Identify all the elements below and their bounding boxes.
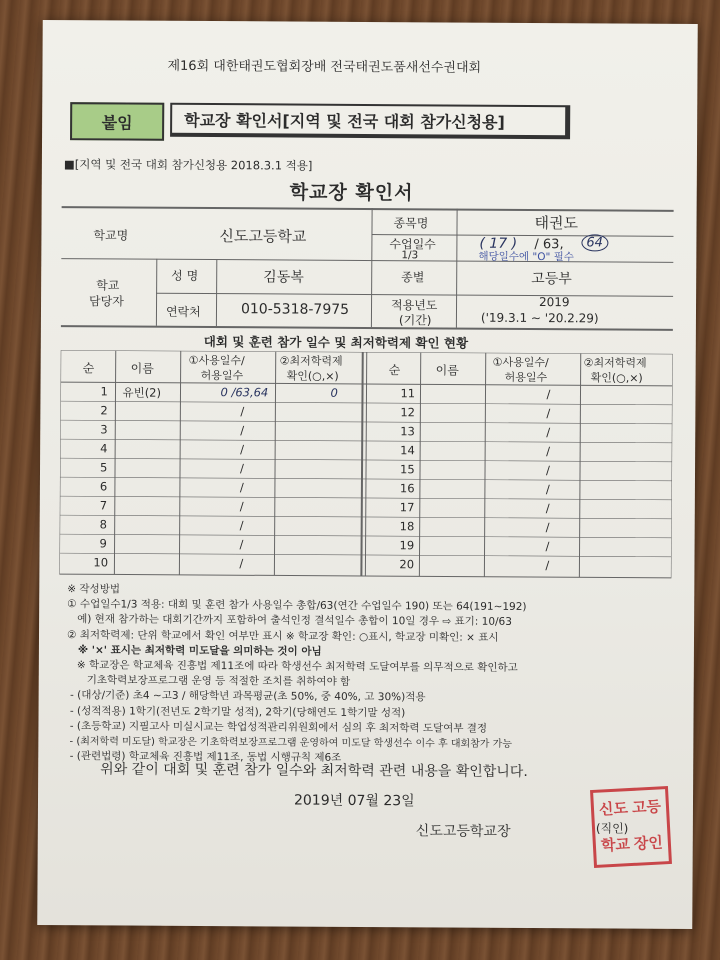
row-days-used: 0 /63,64 <box>220 385 269 400</box>
row-days-used: / <box>545 501 550 516</box>
days-circled-value: 64 <box>581 234 608 251</box>
teacher-label-2: 담당자 <box>89 294 124 309</box>
row-days-used: / <box>545 520 550 535</box>
row-days-used: / <box>240 442 245 457</box>
days-allowed-value: / 63, <box>534 237 564 253</box>
table-title: 대회 및 훈련 참가 일수 및 최저학력제 확인 현황 <box>203 333 469 351</box>
note-line: ※ '×' 표시는 최저학력 미도달을 의미하는 것이 아님 <box>66 643 322 658</box>
division-label: 종별 <box>401 270 425 285</box>
col-grade-right-1: ②최저학력제 <box>583 356 647 370</box>
event-value: 태권도 <box>534 214 579 233</box>
principal-name: 신도고등학교장 <box>415 823 511 840</box>
confirmation-text: 위와 같이 대회 및 훈련 참가 일수와 최저학력 관련 내용을 확인합니다. <box>100 761 528 780</box>
row-name: 유빈(2) <box>122 385 162 400</box>
note-line: ※ 작성방법 <box>67 583 121 596</box>
col-grade-left-2: 확인(○,×) <box>286 369 339 383</box>
row-number: 17 <box>399 500 415 515</box>
row-number: 10 <box>93 555 109 570</box>
row-number: 1 <box>100 384 108 399</box>
note-line: - (대상/기준) 초4 ~고3 / 해당학년 과목평균(초 50%, 중 40%, 고 30%)적용 <box>66 689 426 704</box>
issue-date: 2019년 07월 23일 <box>293 792 415 810</box>
row-number: 14 <box>400 443 415 458</box>
col-days-right-2: 허용일수 <box>504 370 548 385</box>
row-days-used: / <box>239 537 244 552</box>
year-value: 2019 <box>539 295 570 310</box>
rule <box>456 209 458 328</box>
note-line: ※ 학교장은 학교체육 진흥법 제11조에 따라 학생선수 최저학력 도달여부를 의무적으로 확인하고 <box>66 659 518 674</box>
note-line: ① 수업일수1/3 적용: 대회 및 훈련 참가 사용일수 총합/63(연간 수업일수 190) 또는 64(191~192) <box>67 598 527 614</box>
attachment-badge: 붙임 <box>70 102 164 141</box>
row-number: 13 <box>400 424 415 439</box>
form-subtitle: ■[지역 및 전국 대회 참가신청용 2018.3.1 적용] <box>63 157 313 173</box>
contact-value: 010-5318-7975 <box>240 301 350 318</box>
row-days-used: / <box>239 461 244 476</box>
days-label-2: 1/3 <box>401 249 419 262</box>
col-days-left-2: 허용일수 <box>200 368 244 383</box>
instructions <box>66 582 687 768</box>
row-days-used: / <box>546 444 551 459</box>
row-number: 6 <box>99 479 108 494</box>
note-line: - (성적적용) 1학기(전년도 2학기말 성적), 2학기(당해연도 1학기말 성적) <box>66 704 406 719</box>
year-range: ('19.3.1 ~ '20.2.29) <box>480 310 599 326</box>
row-number: 15 <box>399 462 415 477</box>
col-name-right: 이름 <box>435 363 459 378</box>
rule <box>62 206 674 211</box>
days-used-value: ( 17 ) <box>479 235 518 252</box>
note-line: 예) 현재 참가하는 대회기간까지 포함하여 출석인정 결석일수 총합이 10일 경우 ⇨ 표기: 10/63 <box>67 613 512 629</box>
rule <box>61 325 673 330</box>
event-title: 제16회 대한태권도협회장배 전국태권도품새선수권대회 <box>167 58 482 76</box>
year-label-1: 적용년도 <box>390 298 438 313</box>
note-line: - (초등학교) 지필고사 미실시교는 학업성적관리위원회에서 심의 후 최저학력 도달여부 결정 <box>66 719 488 735</box>
row-days-used: / <box>240 404 245 419</box>
row-number: 16 <box>399 481 415 496</box>
row-number: 18 <box>399 519 415 534</box>
row-days-used: / <box>545 558 550 573</box>
row-days-used: / <box>239 518 244 533</box>
row-days-used: / <box>240 423 245 438</box>
name-value: 김동복 <box>263 269 304 286</box>
row-number: 11 <box>400 386 416 401</box>
teacher-label-1: 학교 <box>96 278 120 293</box>
row-number: 9 <box>99 536 107 551</box>
row-days-used: / <box>239 480 244 495</box>
col-grade-left-1: ②최저학력제 <box>279 354 343 368</box>
row-number: 3 <box>100 422 108 437</box>
row-number: 20 <box>399 557 415 572</box>
school-name: 신도고등학교 <box>219 227 307 246</box>
seal-label: (직인) <box>595 821 629 836</box>
event-label: 종목명 <box>393 216 429 231</box>
row-days-used: / <box>545 482 550 497</box>
row-days-used: / <box>545 539 550 554</box>
row-number: 12 <box>400 405 416 420</box>
row-number: 5 <box>99 460 108 475</box>
note-line: ② 최저학력제: 단위 학교에서 확인 여부만 표시 ※ 학교장 확인: ○표시, 학교장 미확인: × 표시 <box>66 628 499 644</box>
year-label-2: (기간) <box>398 313 432 328</box>
row-days-used: / <box>239 499 244 514</box>
name-label: 성 명 <box>171 268 199 283</box>
row-min-grade-check: 0 <box>330 385 338 400</box>
row-number: 2 <box>100 403 108 418</box>
school-label: 학교명 <box>93 228 129 243</box>
division-value: 고등부 <box>531 270 572 288</box>
days-note: 해당일수에 "O" 필수 <box>478 250 574 264</box>
row-number: 4 <box>100 441 108 456</box>
row-days-used: / <box>545 463 550 478</box>
note-line: - (관련법령) 학교체육 진흥법 제11조, 동법 시행규칙 제6조 <box>66 750 342 765</box>
note-line: 기초학력보장프로그램 운영 등 적절한 조치를 취하여야 함 <box>66 674 351 689</box>
row-days-used: / <box>546 425 551 440</box>
rule <box>156 259 157 326</box>
rule <box>216 259 217 326</box>
row-number: 8 <box>99 517 108 532</box>
contact-label: 연락처 <box>165 304 201 319</box>
col-no-left: 순 <box>82 361 95 376</box>
rule <box>61 258 673 263</box>
col-no-right: 순 <box>388 363 401 378</box>
main-title: 학교장 확인서 <box>289 181 414 205</box>
document-title: 학교장 확인서[지역 및 전국 대회 참가신청용] <box>170 103 570 139</box>
row-days-used: / <box>546 387 551 402</box>
row-days-used: / <box>239 556 244 571</box>
rule <box>371 208 373 327</box>
row-days-used: / <box>546 406 551 421</box>
col-grade-right-2: 확인(○,×) <box>590 371 643 385</box>
note-line: - (최저학력 미도달) 학교장은 기초학력보장프로그램 운영하여 미도달 학생선수 이수 후 대회참가 가능 <box>66 736 513 750</box>
row-number: 19 <box>399 538 415 553</box>
official-seal-stamp: 신도 고등 학교 장인 <box>590 786 672 868</box>
col-days-left-1: ①사용일수/ <box>188 353 245 368</box>
row-number: 7 <box>99 498 108 513</box>
days-label: 수업일수 <box>389 237 436 252</box>
col-name-left: 이름 <box>130 361 154 376</box>
col-days-right-1: ①사용일수/ <box>492 355 549 370</box>
